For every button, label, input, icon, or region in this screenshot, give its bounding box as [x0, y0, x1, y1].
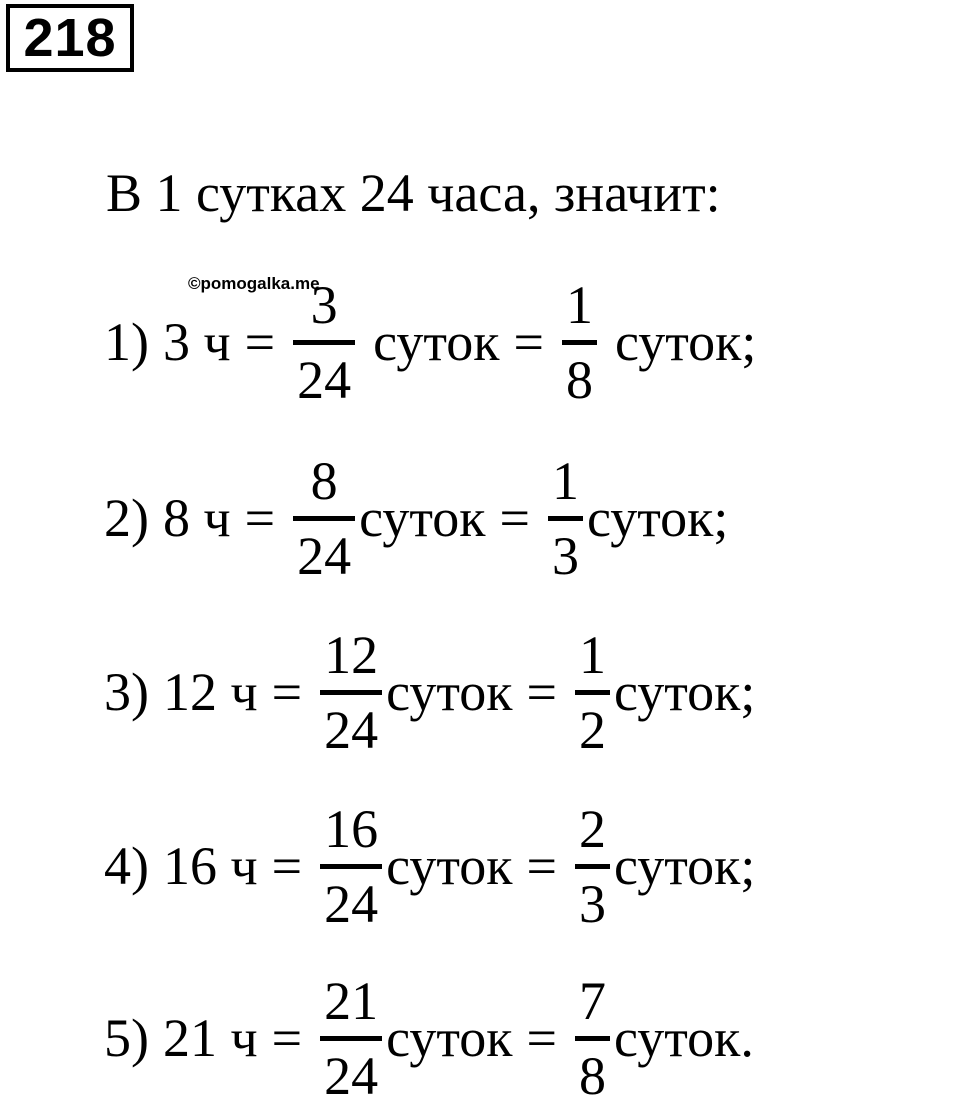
fraction-bar	[320, 864, 382, 869]
fraction-numerator: 7	[578, 970, 606, 1031]
fraction	[320, 969, 382, 1108]
equation-2	[104, 448, 728, 588]
equation-hours: 21 ч	[162, 1008, 258, 1068]
equals-sign: =	[526, 1008, 557, 1068]
fraction-denominator: 3	[551, 525, 579, 586]
equation-hours: 8 ч	[162, 488, 231, 548]
equation-label: 1)	[104, 312, 149, 372]
equation-1	[104, 272, 756, 412]
equals-sign: =	[271, 1008, 303, 1068]
equation-label: 2)	[104, 488, 149, 548]
fraction	[293, 449, 355, 588]
equation-hours: 12 ч	[162, 662, 258, 722]
fraction-bar	[320, 1036, 382, 1041]
fraction	[320, 797, 382, 936]
fraction-numerator: 12	[324, 624, 379, 685]
equation-label: 4)	[104, 836, 149, 896]
equation-unit: суток	[386, 1008, 513, 1068]
equation-unit: суток;	[613, 662, 756, 722]
fraction-bar	[575, 864, 610, 869]
fraction-bar	[575, 690, 610, 695]
fraction-denominator: 24	[324, 1045, 379, 1106]
equation-hours: 3 ч	[162, 312, 231, 372]
watermark: ©pomogalka.me	[188, 274, 320, 293]
fraction-denominator: 24	[324, 699, 379, 760]
equation-unit: суток;	[613, 836, 756, 896]
fraction-denominator: 8	[578, 1045, 606, 1106]
equals-sign: =	[244, 312, 276, 372]
fraction-bar	[320, 690, 382, 695]
fraction	[293, 273, 355, 412]
problem-number: 218	[6, 4, 134, 72]
fraction-denominator: 24	[297, 525, 352, 586]
intro-text: В 1 сутках 24 часа, значит:	[106, 163, 721, 223]
fraction	[575, 623, 610, 762]
equation-unit: суток;	[586, 488, 729, 548]
fraction-numerator: 16	[324, 798, 379, 859]
fraction-numerator: 1	[551, 450, 579, 511]
equation-unit: суток;	[614, 312, 757, 372]
equation-unit: суток.	[613, 1008, 754, 1068]
fraction	[548, 449, 583, 588]
equation-unit: суток	[373, 312, 500, 372]
equation-5	[104, 968, 754, 1108]
fraction-numerator: 8	[310, 450, 338, 511]
fraction	[320, 623, 382, 762]
equals-sign: =	[526, 662, 557, 722]
fraction-denominator: 24	[324, 873, 379, 934]
fraction-numerator: 1	[578, 624, 606, 685]
equation-3	[104, 622, 755, 762]
fraction-bar	[548, 516, 583, 521]
equals-sign: =	[513, 312, 544, 372]
fraction-denominator: 24	[297, 349, 352, 410]
equation-unit: суток	[386, 662, 513, 722]
fraction-numerator: 3	[310, 274, 338, 335]
equals-sign: =	[271, 662, 303, 722]
fraction-denominator: 2	[578, 699, 606, 760]
fraction	[575, 797, 610, 936]
equation-hours: 16 ч	[162, 836, 258, 896]
equation-unit: суток	[386, 836, 513, 896]
equation-label: 3)	[104, 662, 149, 722]
fraction-numerator: 21	[324, 970, 379, 1031]
fraction-denominator: 3	[578, 873, 606, 934]
equals-sign: =	[526, 836, 557, 896]
fraction-numerator: 2	[578, 798, 606, 859]
fraction	[575, 969, 610, 1108]
fraction-numerator: 1	[565, 274, 593, 335]
fraction-denominator: 8	[565, 349, 593, 410]
fraction-bar	[575, 1036, 610, 1041]
equation-unit: суток	[359, 488, 486, 548]
equals-sign: =	[499, 488, 530, 548]
equals-sign: =	[244, 488, 276, 548]
fraction	[562, 273, 597, 412]
fraction-bar	[293, 340, 355, 345]
equation-4	[104, 796, 755, 936]
equation-label: 5)	[104, 1008, 149, 1068]
equals-sign: =	[271, 836, 303, 896]
fraction-bar	[562, 340, 597, 345]
fraction-bar	[293, 516, 355, 521]
